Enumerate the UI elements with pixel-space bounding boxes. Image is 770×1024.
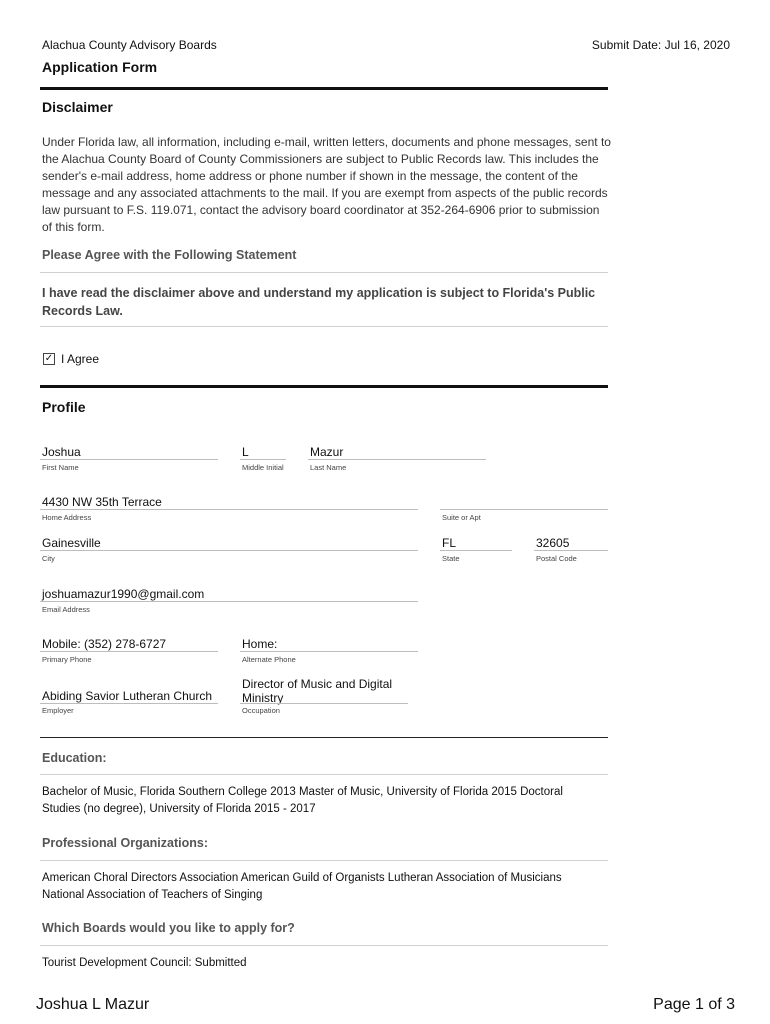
organizations-text: American Choral Directors Association American Guild of Organists Lutheran Association of Musicians National Association of Teachers of Singing (42, 872, 562, 901)
footer-applicant-name: Joshua L Mazur (36, 996, 150, 1013)
employer-value: Abiding Savior Lutheran Church (42, 689, 213, 703)
primary-phone-value: Mobile: (352) 278-6727 (42, 637, 167, 651)
boards-heading: Which Boards would you like to apply for? (42, 921, 295, 935)
section-divider (40, 737, 608, 738)
last-name-value: Mazur (310, 445, 344, 459)
last-name-label: Last Name (310, 463, 347, 472)
divider (40, 860, 608, 861)
state-label: State (442, 554, 460, 563)
suite-line (440, 509, 608, 510)
divider (40, 272, 608, 273)
section-divider (40, 385, 608, 388)
primary-phone-line (40, 651, 218, 652)
email-line (40, 601, 418, 602)
alternate-phone-line (240, 651, 418, 652)
divider (40, 326, 608, 327)
state-value: FL (442, 536, 457, 550)
occupation-label: Occupation (242, 706, 280, 715)
city-label: City (42, 554, 55, 563)
email-value: joshuamazur1990@gmail.com (42, 587, 205, 601)
agreement-statement: I have read the disclaimer above and understand my application is subject to Florida's Public Records Law. (42, 286, 596, 318)
section-divider (40, 87, 608, 90)
disclaimer-text: Under Florida law, all information, including e-mail, written letters, documents and phone messages, sent to the Alachua County Board of County Commissioners are subject to Public Records law. This includes the sender's e-mail address, home address or phone number if shown in the message, the content of the message and any associated attachments to the mail. If you are exempt from aspects of the public records law pursuant to F.S. 119.071, contact the advisory board coordinator at 352-264-6906 prior to submission of this form. (42, 135, 611, 234)
agree-label: I Agree (61, 352, 100, 366)
organization-name: Alachua County Advisory Boards (42, 38, 217, 52)
postal-code-label: Postal Code (536, 554, 577, 563)
boards-text: Tourist Development Council: Submitted (42, 957, 247, 969)
page-number: Page 1 of 3 (653, 996, 735, 1013)
agree-heading: Please Agree with the Following Statement (42, 248, 297, 262)
agree-checkbox[interactable] (43, 353, 55, 365)
middle-initial-label: Middle Initial (242, 463, 284, 472)
divider (40, 774, 608, 775)
employer-label: Employer (42, 706, 74, 715)
middle-initial-value: L (242, 445, 249, 459)
city-value: Gainesville (42, 536, 101, 550)
profile-title: Profile (42, 399, 86, 415)
home-address-line (40, 509, 418, 510)
alternate-phone-label: Alternate Phone (242, 655, 296, 664)
city-line (40, 550, 418, 551)
postal-code-value: 32605 (536, 536, 570, 550)
primary-phone-label: Primary Phone (42, 655, 92, 664)
state-line (440, 550, 512, 551)
alternate-phone-value: Home: (242, 637, 278, 651)
postal-code-line (534, 550, 608, 551)
first-name-label: First Name (42, 463, 79, 472)
checkmark-icon: ✓ (44, 353, 54, 364)
first-name-line (40, 459, 218, 460)
form-title: Application Form (42, 59, 158, 75)
email-label: Email Address (42, 605, 90, 614)
education-heading: Education: (42, 751, 107, 765)
home-address-label: Home Address (42, 513, 92, 522)
first-name-value: Joshua (42, 445, 81, 459)
occupation-value: Director of Music and Digital Ministry (242, 677, 393, 705)
employer-line (40, 703, 218, 704)
suite-label: Suite or Apt (442, 513, 481, 522)
occupation-line (240, 703, 408, 704)
submit-date: Submit Date: Jul 16, 2020 (591, 38, 730, 52)
home-address-value: 4430 NW 35th Terrace (42, 495, 162, 509)
divider (40, 945, 608, 946)
last-name-line (308, 459, 486, 460)
organizations-heading: Professional Organizations: (42, 836, 209, 850)
education-text: Bachelor of Music, Florida Southern College 2013 Master of Music, University of Florida 2015 Doctoral Studies (no degree), University of Florida 2015 - 2017 (42, 786, 563, 815)
middle-initial-line (240, 459, 286, 460)
disclaimer-title: Disclaimer (42, 99, 113, 115)
